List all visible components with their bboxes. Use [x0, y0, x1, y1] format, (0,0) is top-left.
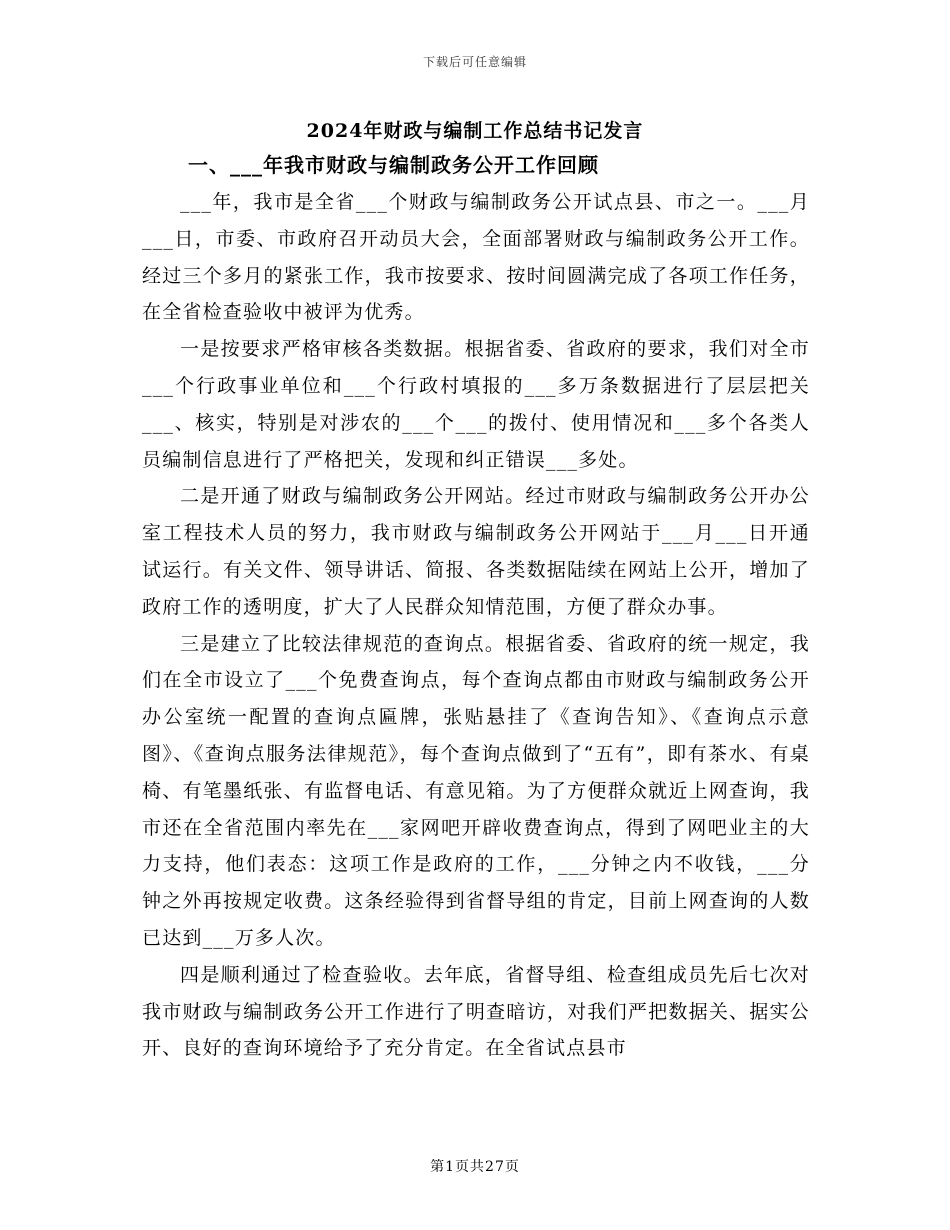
paragraph-point-one: 一是按要求严格审核各类数据。根据省委、省政府的要求，我们对全市___个行政事业单位和___个行政村填报的___多万条数据进行了层层把关___、核实，特别是对涉农的___个___的拨付、使用情况和___多个各类人员编制信息进行了严格把关，发现和纠正错误___多处。 — [142, 338, 810, 471]
section-heading: 一、___年我市财政与编制政务公开工作回顾 — [188, 153, 599, 177]
paragraph-point-two: 二是开通了财政与编制政务公开网站。经过市财政与编制政务公开办公室工程技术人员的努力，我市财政与编制政务公开网站于___月___日开通试运行。有关文件、领导讲话、简报、各类数据陆续在网站上公开，增加了政府工作的透明度，扩大了人民群众知情范围，方便了群众办事。 — [142, 485, 810, 618]
paragraph-point-three: 三是建立了比较法律规范的查询点。根据省委、省政府的统一规定，我们在全市设立了___个免费查询点，每个查询点都由市财政与编制政务公开办公室统一配置的查询点匾牌，张贴悬挂了《查询告知》、《查询点示意图》、《查询点服务法律规范》，每个查询点做到了“五有”，即有茶水、有桌椅、有笔墨纸张、有监督电话、有意见箱。为了方便群众就近上网查询，我市还在全省范围内率先在___家网吧开辟收费查询点，得到了网吧业主的大力支持，他们表态：这项工作是政府的工作，___分钟之内不收钱，___分钟之外再按规定收费。这条经验得到省督导组的肯定，目前上网查询的人数已达到___万多人次。 — [142, 632, 810, 949]
paragraph-intro: ___年，我市是全省___个财政与编制政务公开试点县、市之一。___月___日，市委、市政府召开动员大会，全面部署财政与编制政务公开工作。经过三个多月的紧张工作，我市按要求、按时间圆满完成了各项工作任务，在全省检查验收中被评为优秀。 — [142, 191, 810, 324]
download-note: 下载后可任意编辑 — [422, 55, 527, 69]
document-title: 2024年财政与编制工作总结书记发言 — [306, 120, 644, 142]
page-number: 第1页共27页 — [430, 1159, 520, 1175]
paragraph-point-four: 四是顺利通过了检查验收。去年底，省督导组、检查组成员先后七次对我市财政与编制政务公开工作进行了明查暗访，对我们严把数据关、据实公开、良好的查询环境给予了充分肯定。在全省试点县市 — [142, 963, 810, 1060]
document-body — [142, 184, 810, 1067]
